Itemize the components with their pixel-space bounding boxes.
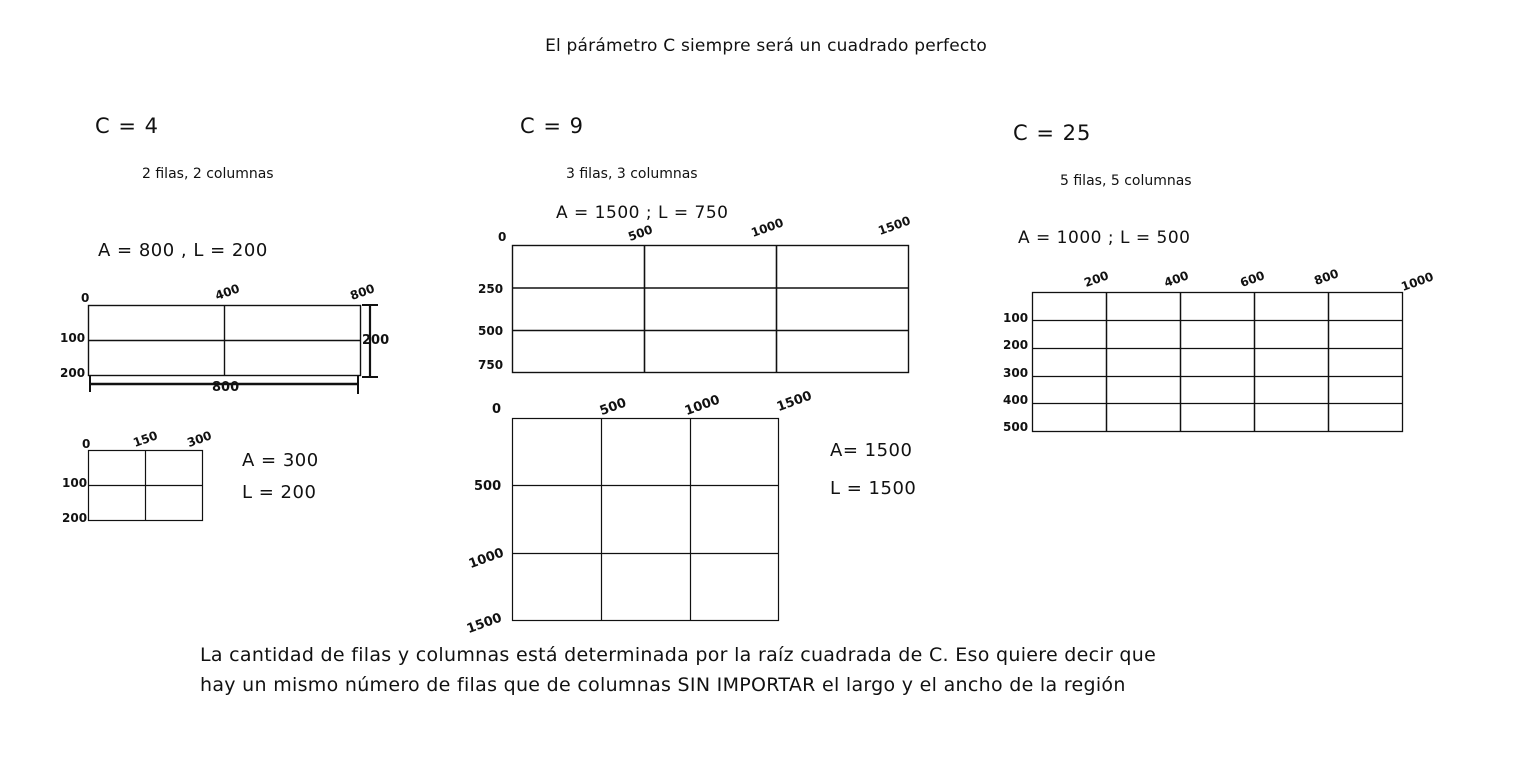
- example-2-grid-1-xtick-2: 1000: [749, 215, 786, 240]
- example-2-grid-1-ytick-2: 750: [478, 358, 504, 372]
- example-2-grid-1: [512, 245, 912, 377]
- example-3-grid-1-xtick-3: 800: [1312, 266, 1341, 288]
- example-1-c-label: C = 4: [95, 114, 159, 138]
- example-3-c-label: C = 25: [1013, 121, 1092, 145]
- example-1-grid-1-ytick-0: 100: [60, 331, 86, 345]
- example-1-height-value: 200: [362, 333, 390, 348]
- example-1-grid-1-ytick-1: 200: [60, 366, 86, 380]
- example-1-grid-1: [88, 305, 363, 380]
- example-1-grid-2-xtick-2: 300: [185, 428, 214, 450]
- example-3-grid-1-ytick-2: 300: [1003, 366, 1029, 380]
- example-3-grid-1-ytick-4: 500: [1003, 420, 1029, 434]
- example-2-grid-1-ytick-0: 250: [478, 282, 504, 296]
- example-1-grid-1-dims: A = 800 , L = 200: [98, 240, 268, 261]
- example-2-grid-1-dims: A = 1500 ; L = 750: [556, 203, 729, 223]
- example-2-grid-1-xtick-0: 0: [498, 230, 507, 244]
- example-3-grid-1: [1032, 292, 1407, 437]
- example-1-grid-2-side-label-1: L = 200: [242, 482, 317, 503]
- example-3-grid-1-ytick-1: 200: [1003, 338, 1029, 352]
- example-2-grid-2: [512, 418, 784, 626]
- example-2-grid-2-ytick-2: 1500: [464, 610, 505, 637]
- example-1-grid-1-xtick-1: 400: [213, 281, 242, 303]
- example-2-grid-2-ytick-1: 1000: [466, 545, 507, 572]
- example-1-grid-2-ytick-1: 200: [62, 511, 88, 525]
- footer-line-1: La cantidad de filas y columnas está determinada por la raíz cuadrada de C. Eso quiere decir que: [200, 644, 1157, 666]
- example-2-grid-2-side-label-1: L = 1500: [830, 478, 917, 499]
- example-3-sub-label: 5 filas, 5 columnas: [1060, 173, 1192, 189]
- example-1-grid-2-xtick-1: 150: [131, 428, 160, 450]
- example-3-grid-1-ytick-0: 100: [1003, 311, 1029, 325]
- example-2-grid-2-side-label-0: A= 1500: [830, 440, 913, 461]
- example-3-grid-1-dims: A = 1000 ; L = 500: [1018, 228, 1191, 248]
- example-2-grid-1-ytick-1: 500: [478, 324, 504, 338]
- example-2-c-label: C = 9: [520, 114, 584, 138]
- example-3-grid-1-xtick-4: 1000: [1399, 269, 1436, 294]
- example-2-grid-1-xtick-3: 1500: [876, 213, 913, 238]
- example-2-sub-label: 3 filas, 3 columnas: [566, 166, 698, 182]
- example-3-grid-1-xtick-0: 200: [1082, 268, 1111, 290]
- example-1-grid-2-xtick-0: 0: [82, 437, 91, 451]
- example-1-grid-1-xtick-2: 800: [348, 281, 377, 303]
- example-3-grid-1-xtick-2: 600: [1238, 268, 1267, 290]
- example-2-grid-2-xtick-0: 0: [492, 402, 502, 417]
- example-1-grid-2-side-label-0: A = 300: [242, 450, 319, 471]
- example-2-grid-2-xtick-3: 1500: [774, 388, 815, 415]
- example-2-grid-2-xtick-1: 500: [597, 395, 629, 419]
- example-1-sub-label: 2 filas, 2 columnas: [142, 166, 274, 182]
- example-3-grid-1-xtick-1: 400: [1162, 268, 1191, 290]
- footer-text: [200, 640, 1320, 700]
- example-1-grid-1-xtick-0: 0: [81, 291, 90, 305]
- example-1-width-value: 800: [212, 380, 240, 395]
- footer-line-2: hay un mismo número de filas que de columnas SIN IMPORTAR el largo y el ancho de la región: [200, 674, 1126, 696]
- example-2-grid-2-ytick-0: 500: [474, 479, 502, 494]
- example-1-grid-2: [88, 450, 208, 525]
- example-3-grid-1-ytick-3: 400: [1003, 393, 1029, 407]
- example-2-grid-2-xtick-2: 1000: [682, 392, 723, 419]
- example-1-grid-2-ytick-0: 100: [62, 476, 88, 490]
- page-title: El párámetro C siempre será un cuadrado perfecto: [545, 36, 987, 56]
- example-2-grid-1-xtick-1: 500: [626, 222, 655, 244]
